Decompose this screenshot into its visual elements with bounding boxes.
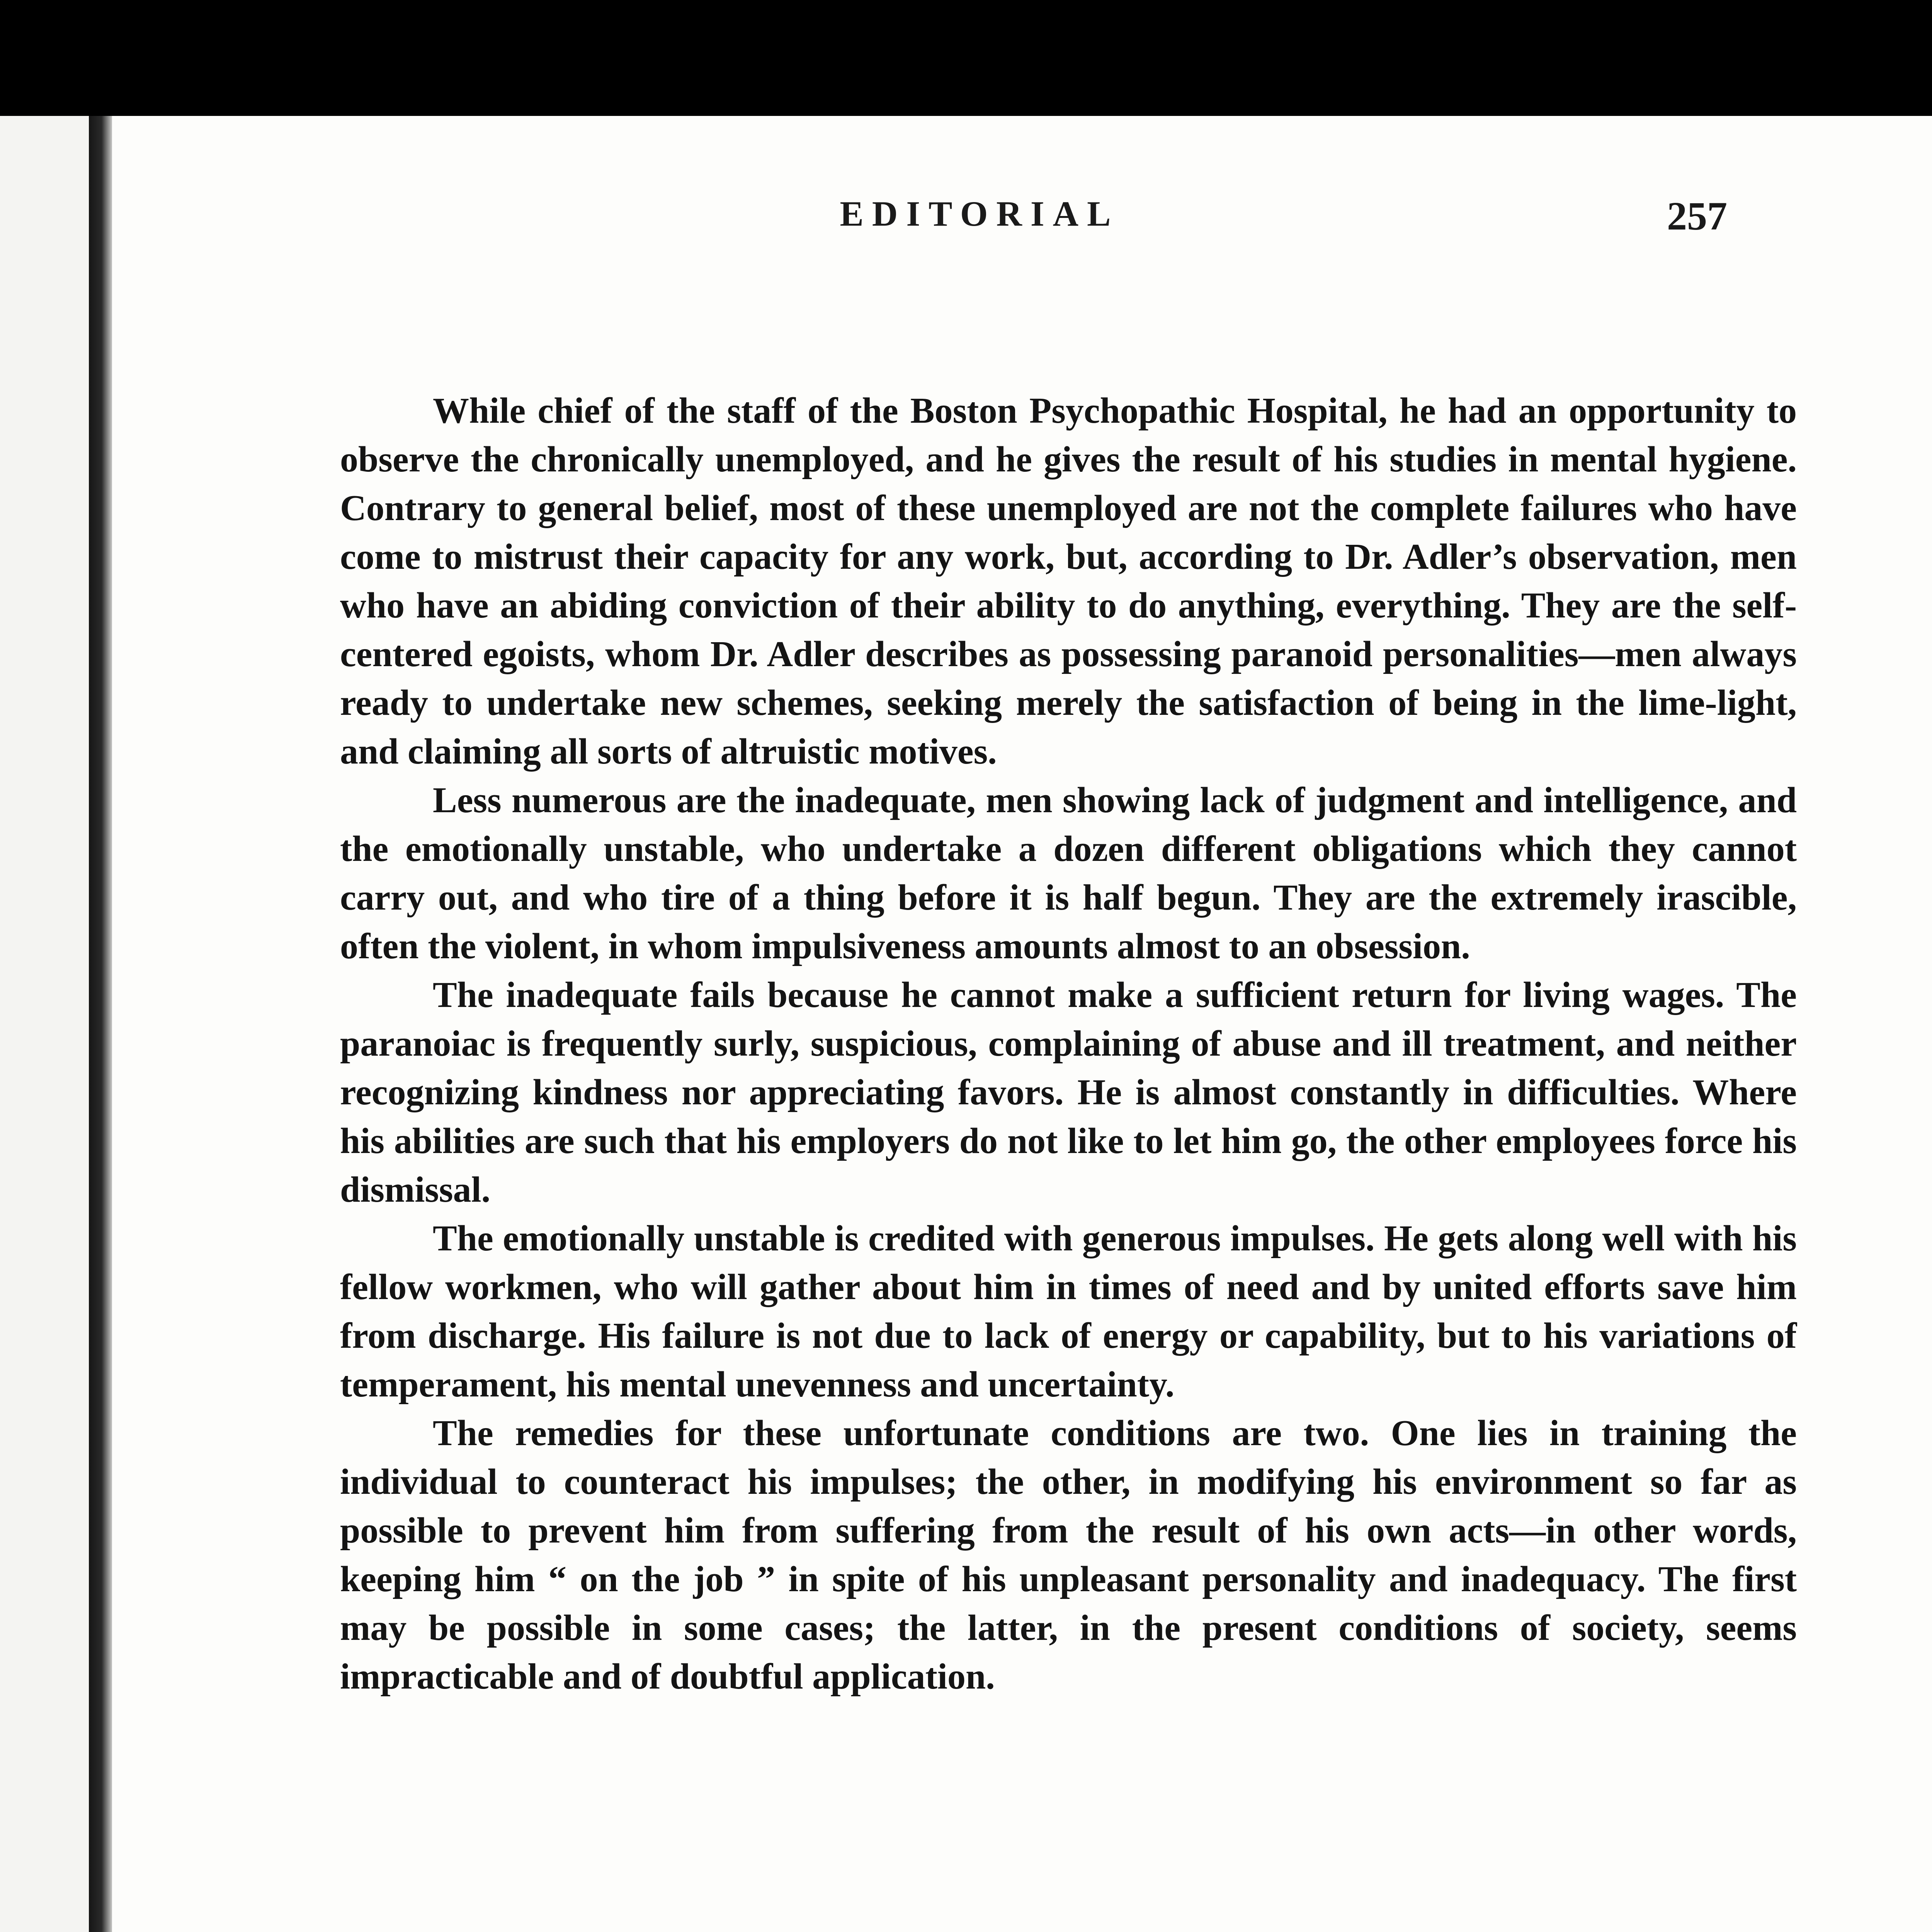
editorial-paragraph-2: Less numerous are the inadequate, men showing lack of judgment and intelligence, and the emotionally unstable, who undertake a dozen different obligations which they cannot carry out, and who tire of a thing before it is half begun. They are the extremely irascible, often the violent, in whom impulsiveness amounts almost to an obsession.: [340, 780, 1797, 966]
book-gutter: [89, 116, 112, 1932]
running-head: [232, 193, 1727, 255]
editorial-paragraph-4: The emotionally unstable is credited with generous impulses. He gets along well with his fellow workmen, who will gather about him in times of need and by united efforts save him from discharge. His failure is not due to lack of energy or capability, but to his variations of temperament, his mental unevenness and uncertainty.: [340, 1218, 1797, 1405]
editorial-body: [340, 386, 1797, 1701]
editorial-paragraph-3: The inadequate fails because he cannot make a sufficient return for living wages. The paranoiac is frequently surly, suspicious, complaining of abuse and ill treatment, and neither recognizing kindness nor appreciating favors. He is almost constantly in difficulties. Where his abilities are such that his employers do not like to let him go, the other employees force his dismissal.: [340, 975, 1797, 1210]
facing-page-edge: [0, 116, 89, 1932]
page-number: 257: [1667, 194, 1727, 238]
editorial-paragraph-5: The remedies for these unfortunate conditions are two. One lies in training the individual to counteract his impulses; the other, in modifying his environment so far as possible to prevent him from suffering from the result of his own acts—in other words, keeping him “ on the job ” in spite of his unpleasant personality and inadequacy. The first may be possible in some cases; the latter, in the present conditions of society, seems impracticable and of doubtful application.: [340, 1413, 1797, 1697]
editorial-paragraph-1: While chief of the staff of the Boston Psychopathic Hospital, he had an opportunity to observe the chronically unemployed, and he gives the result of his studies in mental hygiene. Contrary to general belief, most of these unemployed are not the complete failures who have come to mistrust their capacity for any work, but, according to Dr. Adler’s observation, men who have an abiding conviction of their ability to do anything, everything. They are the self-centered egoists, whom Dr. Adler describes as possessing paranoid personalities—men always ready to undertake new schemes, seeking merely the satisfaction of being in the lime-light, and claiming all sorts of altruistic motives.: [340, 391, 1797, 772]
running-head-title: EDITORIAL: [840, 194, 1119, 233]
